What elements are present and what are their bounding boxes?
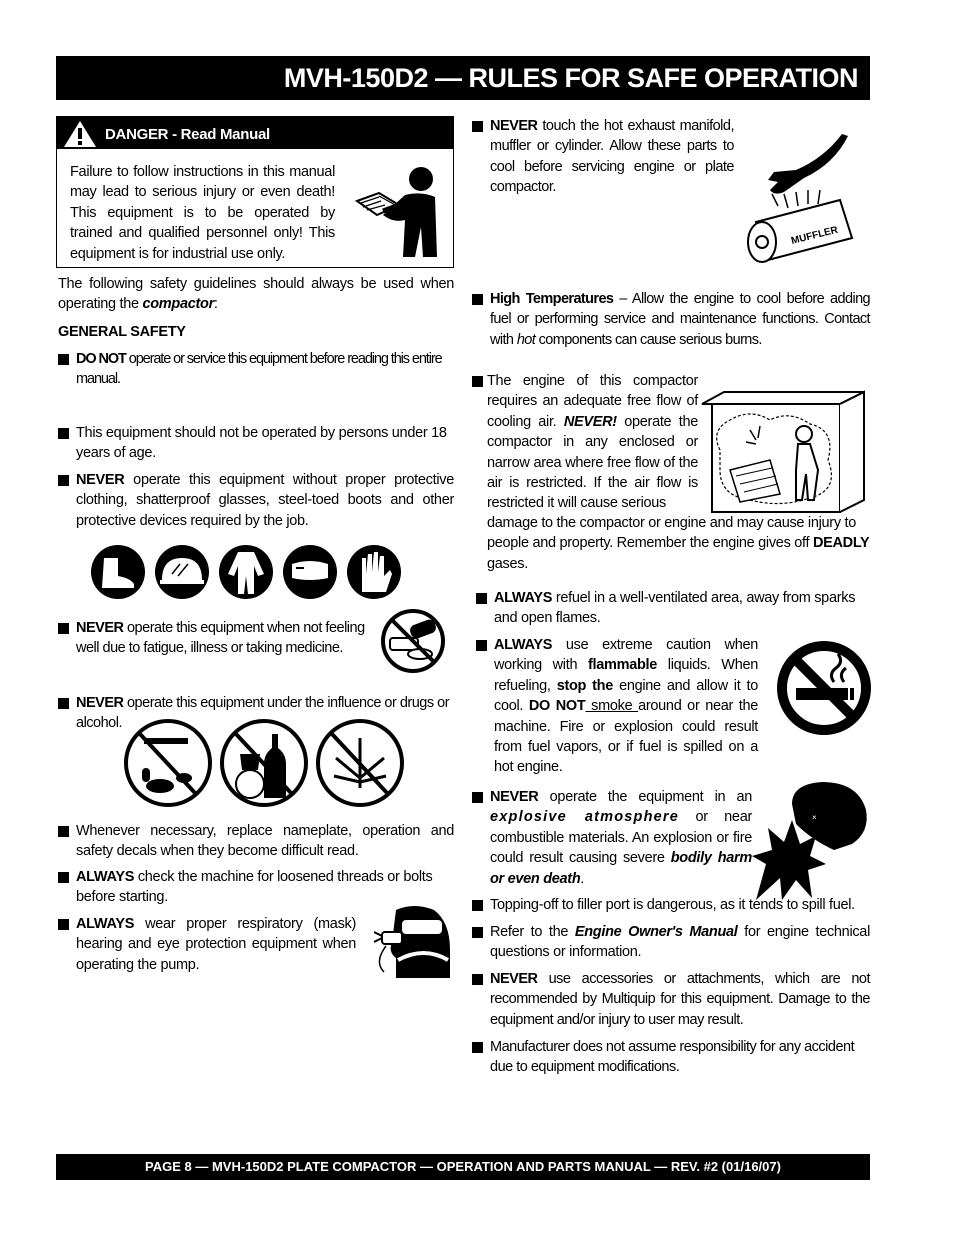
- no-medicine-icon: [380, 608, 446, 674]
- page-footer: PAGE 8 — MVH-150D2 PLATE COMPACTOR — OPERATION AND PARTS MANUAL — REV. #2 (01/16/07): [56, 1154, 870, 1180]
- hardhat-icon: [155, 545, 209, 599]
- hot-muffler-icon: [744, 134, 856, 274]
- no-drugs-icon: [126, 721, 210, 805]
- list-item: The engine of this compactor requires an adequate free flow of cooling air. NEVER! operate the compactor in any enclosed or narrow area where free flow of the air is restricted. If the air flow is restricted it will cause serious: [472, 371, 698, 514]
- no-alcohol-icon: [222, 721, 306, 805]
- coverall-icon: [219, 545, 273, 599]
- intro-text: The following safety guidelines should always be used when operating the compactor:: [58, 276, 454, 313]
- glove-icon: [347, 545, 401, 599]
- list-item: ALWAYS refuel in a well-ventilated area, away from sparks and open flames.: [476, 588, 870, 629]
- list-item: NEVER operate this equipment under the influence or drugs or alcohol.: [58, 693, 454, 734]
- svg-text:×: ×: [812, 813, 817, 822]
- section-heading: GENERAL SAFETY: [58, 324, 186, 340]
- boot-icon: [91, 545, 145, 599]
- danger-text: Failure to follow instructions in this manual may lead to serious injury or even death! This equipment is to be operated by trained and qualified personnel only! This equipment is for industrial use only.: [70, 164, 335, 262]
- muffler-label: MUFFLER: [790, 224, 840, 247]
- danger-header: [57, 117, 453, 149]
- list-item: ALWAYS use extreme caution when working with flammable liquids. When refueling, stop the engine and allow it to cool. DO NOT smoke around or near the machine. Fire or explosion could result from fuel vapors, or if fuel is spilled on a hot engine.: [476, 635, 758, 778]
- list-item: NEVER operate this equipment when not feeling well due to fatigue, illness or taking medicine.: [58, 618, 370, 659]
- enclosed-area-text: damage to the compactor or engine and may cause injury to people and property. Remember the engine gives off DEADLY gases.: [487, 515, 870, 572]
- list-item: Manufacturer does not assume responsibility for any accident due to equipment modifications.: [472, 1037, 870, 1078]
- enclosed-area-icon: [700, 390, 866, 514]
- list-item: NEVER operate this equipment without proper protective clothing, shatterproof glasses, steel-toed boots and other protective devices required by the job.: [58, 470, 454, 531]
- list-item: DO NOT operate or service this equipment before reading this entire manual.: [58, 349, 454, 390]
- list-item: NEVER use accessories or attachments, which are not recommended by Multiquip for this equipment. Damage to the equipment and/or injury to user may result.: [472, 969, 870, 1030]
- danger-title: DANGER - Read Manual: [105, 126, 270, 143]
- list-item: Refer to the Engine Owner's Manual for engine technical questions or information.: [472, 922, 870, 963]
- no-smoking-icon: [776, 640, 872, 736]
- page-title: MVH-150D2 — RULES FOR SAFE OPERATION: [56, 56, 870, 100]
- reading-manual-icon: [353, 165, 443, 260]
- substance-warning-icons: [124, 718, 414, 808]
- goggles-icon: [283, 545, 337, 599]
- respirator-icon: [374, 902, 454, 982]
- explosion-icon: [752, 780, 870, 902]
- list-item: This equipment should not be operated by persons under 18 years of age.: [58, 423, 454, 464]
- warning-triangle-icon: [63, 120, 97, 148]
- list-item: High Temperatures – Allow the engine to cool before adding fuel or performing service and maintenance functions. Contact with hot components can cause serious burns.: [472, 289, 870, 350]
- list-item: NEVER touch the hot exhaust manifold, muffler or cylinder. Allow these parts to cool before servicing engine or plate compactor.: [472, 116, 734, 198]
- no-marijuana-icon: [318, 721, 402, 805]
- list-item: ALWAYS wear proper respiratory (mask) hearing and eye protection equipment when operating the pump.: [58, 914, 356, 975]
- list-item: Topping-off to filler port is dangerous, as it tends to spill fuel.: [472, 895, 870, 915]
- list-item: ALWAYS check the machine for loosened threads or bolts before starting.: [58, 867, 454, 908]
- danger-box: [56, 116, 454, 268]
- ppe-icons: [90, 544, 404, 600]
- list-item: Whenever necessary, replace nameplate, operation and safety decals when they become difficult read.: [58, 821, 454, 862]
- list-item: NEVER operate the equipment in an explosive atmosphere or near combustible materials. An explosion or fire could result causing severe bodily harm or even death.: [472, 787, 752, 889]
